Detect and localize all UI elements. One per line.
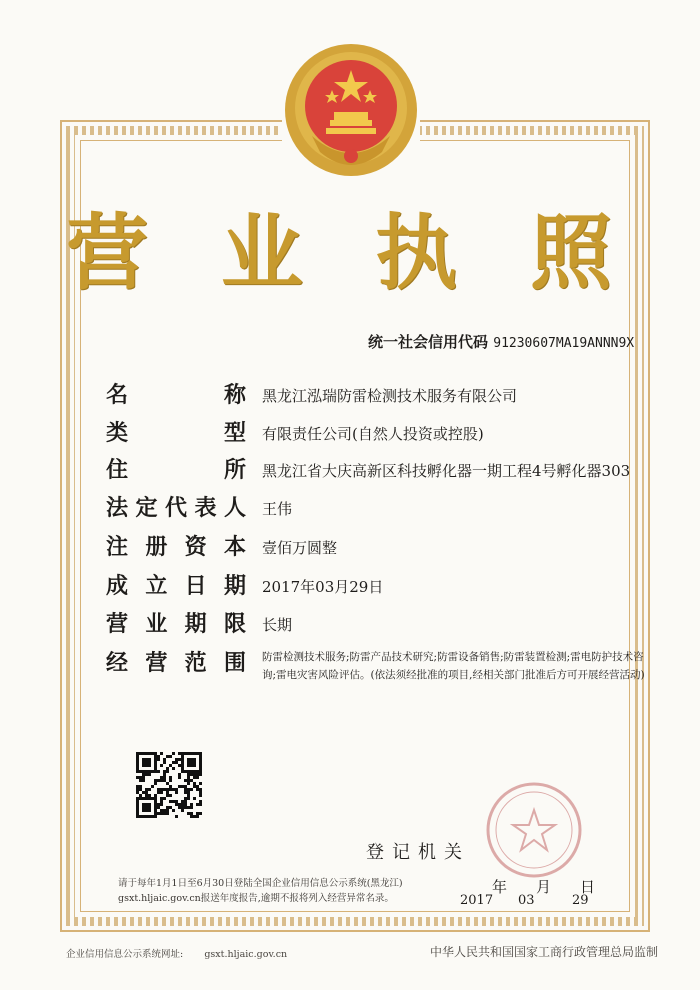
establish-date: 2017年03月29日	[262, 578, 384, 596]
company-address: 黑龙江省大庆高新区科技孵化器一期工程4号孵化器303	[262, 462, 631, 480]
qr-code-icon	[136, 752, 202, 818]
footer-website-url: gsxt.hljaic.gov.cn	[204, 949, 288, 960]
footer-website: 企业信用信息公示系统网址: gsxt.hljaic.gov.cn	[66, 949, 288, 960]
field-label: 法 定 代 表 人	[106, 496, 246, 521]
date-day-label: 日	[580, 878, 596, 896]
field-row-legal-rep	[106, 493, 676, 525]
credit-code-line	[368, 331, 634, 352]
field-row-capital	[106, 532, 676, 564]
legal-representative: 王伟	[262, 500, 293, 518]
field-row-established	[106, 571, 676, 603]
registration-authority: 登记机关	[366, 842, 470, 863]
footer-supervisor: 中华人民共和国国家工商行政管理总局监制	[430, 945, 659, 959]
field-label: 成 立 日 期	[106, 574, 246, 599]
date-year-label: 年	[492, 878, 508, 896]
field-label: 类 型	[106, 421, 246, 446]
annual-report-notice: 请于每年1月1日至6月30日登陆全国企业信用信息公示系统(黑龙江) gsxt.hljaic.gov.cn报送年度报告,逾期不报将列入经营异常名录。	[118, 878, 403, 904]
business-scope: 防雷检测技术服务;防雷产品技术研究;防雷设备销售;防雷装置检测;雷电防护技术咨 询;雷电灾害风险评估。(依法须经批准的项目,经相关部门批准后方可开展经营活动)	[262, 651, 645, 681]
date-year: 2017	[460, 893, 494, 908]
credit-code-value: 91230607MA19ANNN9X	[493, 336, 635, 351]
official-seal-icon	[484, 780, 584, 880]
date-month: 03	[518, 893, 535, 908]
field-label: 经 营 范 围	[106, 651, 246, 676]
field-label: 住 所	[106, 458, 246, 483]
registered-capital: 壹佰万圆整	[262, 539, 338, 557]
date-month-label: 月	[536, 878, 552, 896]
field-label: 营 业 期 限	[106, 612, 246, 637]
company-type: 有限责任公司(自然人投资或控股)	[262, 425, 484, 443]
business-term: 长期	[262, 616, 293, 634]
field-row-term	[106, 609, 676, 641]
national-emblem-icon	[282, 40, 420, 180]
field-row-name	[106, 380, 676, 412]
field-row-type	[106, 418, 676, 450]
date-day: 29	[572, 893, 589, 908]
field-label: 名 称	[106, 383, 246, 408]
field-row-address	[106, 455, 676, 487]
credit-code-label: 统一社会信用代码	[368, 333, 489, 351]
license-title: 营 业 执 照	[66, 206, 634, 301]
field-label: 注 册 资 本	[106, 535, 246, 560]
company-name: 黑龙江泓瑞防雷检测技术服务有限公司	[262, 387, 518, 405]
